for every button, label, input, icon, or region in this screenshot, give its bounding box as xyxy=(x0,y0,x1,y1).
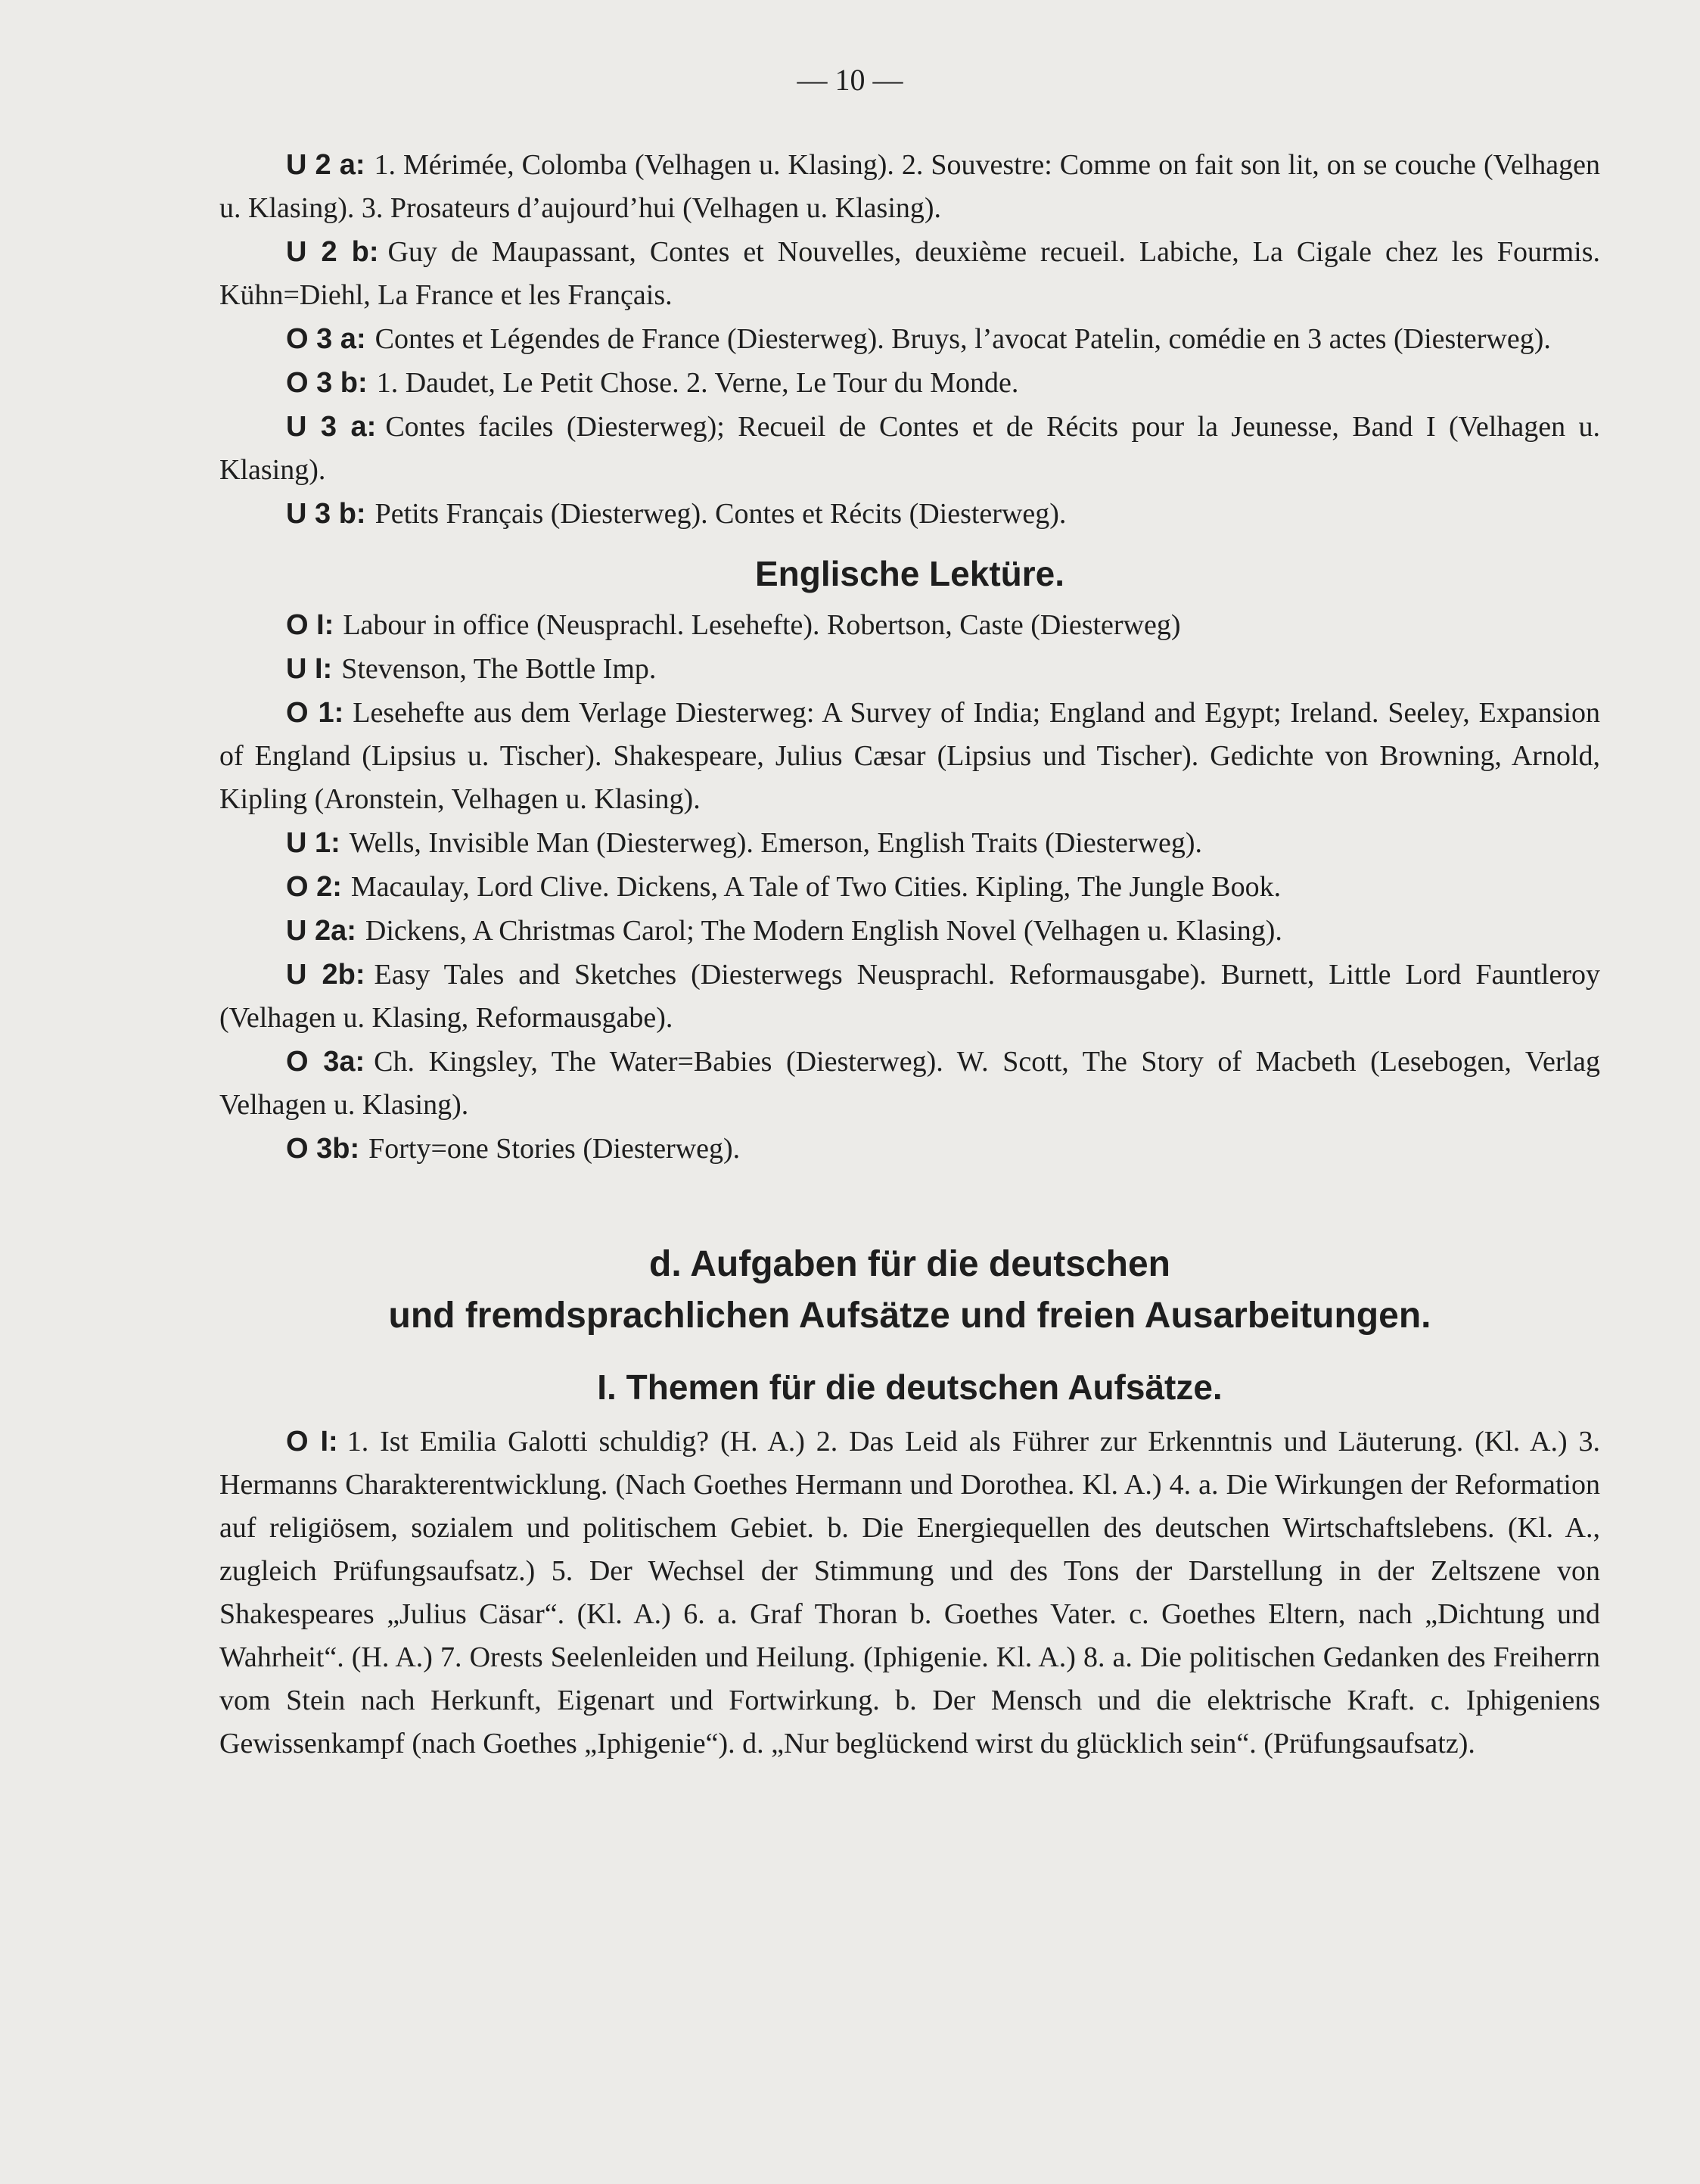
entry-text: Guy de Maupassant, Contes et Nouvelles, deuxième recueil. Labiche, La Cigale chez les Fourmis. Kühn=Diehl, La France et les Français. xyxy=(219,236,1600,311)
themes-heading: I. Themen für die deutschen Aufsätze. xyxy=(597,1367,1223,1407)
entry-text: Contes et Légendes de France (Diesterweg). Bruys, l’avocat Patelin, comédie en 3 actes (Diesterweg). xyxy=(374,323,1551,355)
list-item xyxy=(219,406,1600,492)
section-d-heading-line-2: und fremdsprachlichen Aufsätze und freien Ausarbeitungen. xyxy=(388,1296,1431,1336)
list-item xyxy=(219,1041,1600,1127)
entry-text: Petits Français (Diesterweg). Contes et Récits (Diesterweg). xyxy=(374,498,1067,530)
list-item xyxy=(219,954,1600,1040)
list-item xyxy=(219,822,1600,865)
english-reading-list xyxy=(219,604,1600,1171)
themes-list xyxy=(219,1420,1600,1766)
french-reading-list xyxy=(219,144,1600,536)
class-label: O 3 a: xyxy=(286,323,366,355)
class-label: U 1: xyxy=(286,827,340,859)
class-label: O 3a: xyxy=(286,1046,365,1078)
entry-text: Ch. Kingsley, The Water=Babies (Diesterweg). W. Scott, The Story of Macbeth (Lesebogen, Verlag Velhagen u. Klasing). xyxy=(219,1046,1600,1121)
list-item xyxy=(219,604,1600,647)
entry-text: Lesehefte aus dem Verlage Diesterweg: A Survey of India; England and Egypt; Ireland. Seeley, Expansion of England (Lipsius u. Tischer). Shakespeare, Julius Cæsar (Lipsius und Tischer). Gedichte von Browning, Arnold, Kipling (Aronstein, Velhagen u. Klasing). xyxy=(219,697,1601,815)
list-item xyxy=(219,318,1600,361)
entry-text: 1. Mérimée, Colomba (Velhagen u. Klasing). 2. Souvestre: Comme on fait son lit, on se couche (Velhagen u. Klasing). 3. Prosateurs d’aujourd’hui (Velhagen u. Klasing). xyxy=(219,149,1600,224)
class-label: O I: xyxy=(286,609,334,641)
entry-text: Stevenson, The Bottle Imp. xyxy=(341,653,657,685)
english-reading-heading: Englische Lektüre. xyxy=(754,554,1064,593)
section-d-heading-line-1: d. Aufgaben für die deutschen xyxy=(649,1244,1170,1284)
list-item xyxy=(219,1128,1600,1171)
list-item xyxy=(219,362,1600,405)
entry-text: Contes faciles (Diesterweg); Recueil de Contes et de Récits pour la Jeunesse, Band I (Velhagen u. Klasing). xyxy=(219,411,1600,486)
page-content xyxy=(219,144,1600,1766)
class-label: O 3 b: xyxy=(286,367,368,399)
entry-text: Labour in office (Neusprachl. Lesehefte). Robertson, Caste (Diesterweg) xyxy=(343,609,1181,641)
entry-text: Macaulay, Lord Clive. Dickens, A Tale of Two Cities. Kipling, The Jungle Book. xyxy=(350,871,1282,903)
class-label: O 3b: xyxy=(286,1133,360,1165)
class-label: O 1: xyxy=(286,697,344,729)
list-item xyxy=(219,866,1600,909)
class-label: U 2a: xyxy=(286,915,356,947)
list-item xyxy=(219,144,1600,230)
class-label: O 2: xyxy=(286,871,342,903)
list-item xyxy=(219,231,1600,317)
class-label: O I: xyxy=(286,1426,338,1458)
class-label: U 3 a: xyxy=(286,411,377,443)
class-label: U I: xyxy=(286,653,333,685)
list-item xyxy=(219,493,1600,536)
class-label: U 2 b: xyxy=(286,236,379,268)
entry-text: 1. Daudet, Le Petit Chose. 2. Verne, Le Tour du Monde. xyxy=(376,367,1019,399)
entry-text: Easy Tales and Sketches (Diesterwegs Neusprachl. Reformausgabe). Burnett, Little Lord Fauntleroy (Velhagen u. Klasing, Reformausgabe). xyxy=(219,959,1600,1034)
list-item xyxy=(219,910,1600,953)
class-label: U 2b: xyxy=(286,959,365,991)
entry-text: Wells, Invisible Man (Diesterweg). Emerson, English Traits (Diesterweg). xyxy=(349,827,1203,859)
entry-text: 1. Ist Emilia Galotti schuldig? (H. A.) 2. Das Leid als Führer zur Erkenntnis und Läuterung. (Kl. A.) 3. Hermanns Charakterentwicklung. (Nach Goethes Hermann und Dorothea. Kl. A.) 4. a. Die Wirkungen der Reformation auf religiösem, sozialem und politischem Gebiet. b. Die Energiequellen des deutschen Wirtschaftslebens. (Kl. A., zugleich Prüfungsaufsatz.) 5. Der Wechsel der Stimmung und des Tons der Darstellung in der Zeltszene von Shakespeares „Julius Cäsar“. (Kl. A.) 6. a. Graf Thoran b. Goethes Vater. c. Goethes Eltern, nach „Dichtung und Wahrheit“. (H. A.) 7. Orests Seelenleiden und Heilung. (Iphigenie. Kl. A.) 8. a. Die politischen Gedanken des Freiherrn vom Stein nach Herkunft, Eigenart und Fortwirkung. b. Der Mensch und die elektrische Kraft. c. Iphigeniens Gewissenkampf (nach Goethes „Iphigenie“). d. „Nur beglückend wirst du glücklich sein“. (Prüfungsaufsatz). xyxy=(219,1426,1601,1759)
page-number: — 10 — xyxy=(797,63,903,97)
entry-text: Dickens, A Christmas Carol; The Modern English Novel (Velhagen u. Klasing). xyxy=(365,915,1282,947)
list-item xyxy=(219,1420,1600,1766)
section-d-heading xyxy=(219,1239,1600,1342)
list-item xyxy=(219,648,1600,691)
class-label: U 2 a: xyxy=(286,149,365,181)
entry-text: Forty=one Stories (Diesterweg). xyxy=(368,1133,741,1165)
class-label: U 3 b: xyxy=(286,498,366,530)
list-item xyxy=(219,692,1600,821)
